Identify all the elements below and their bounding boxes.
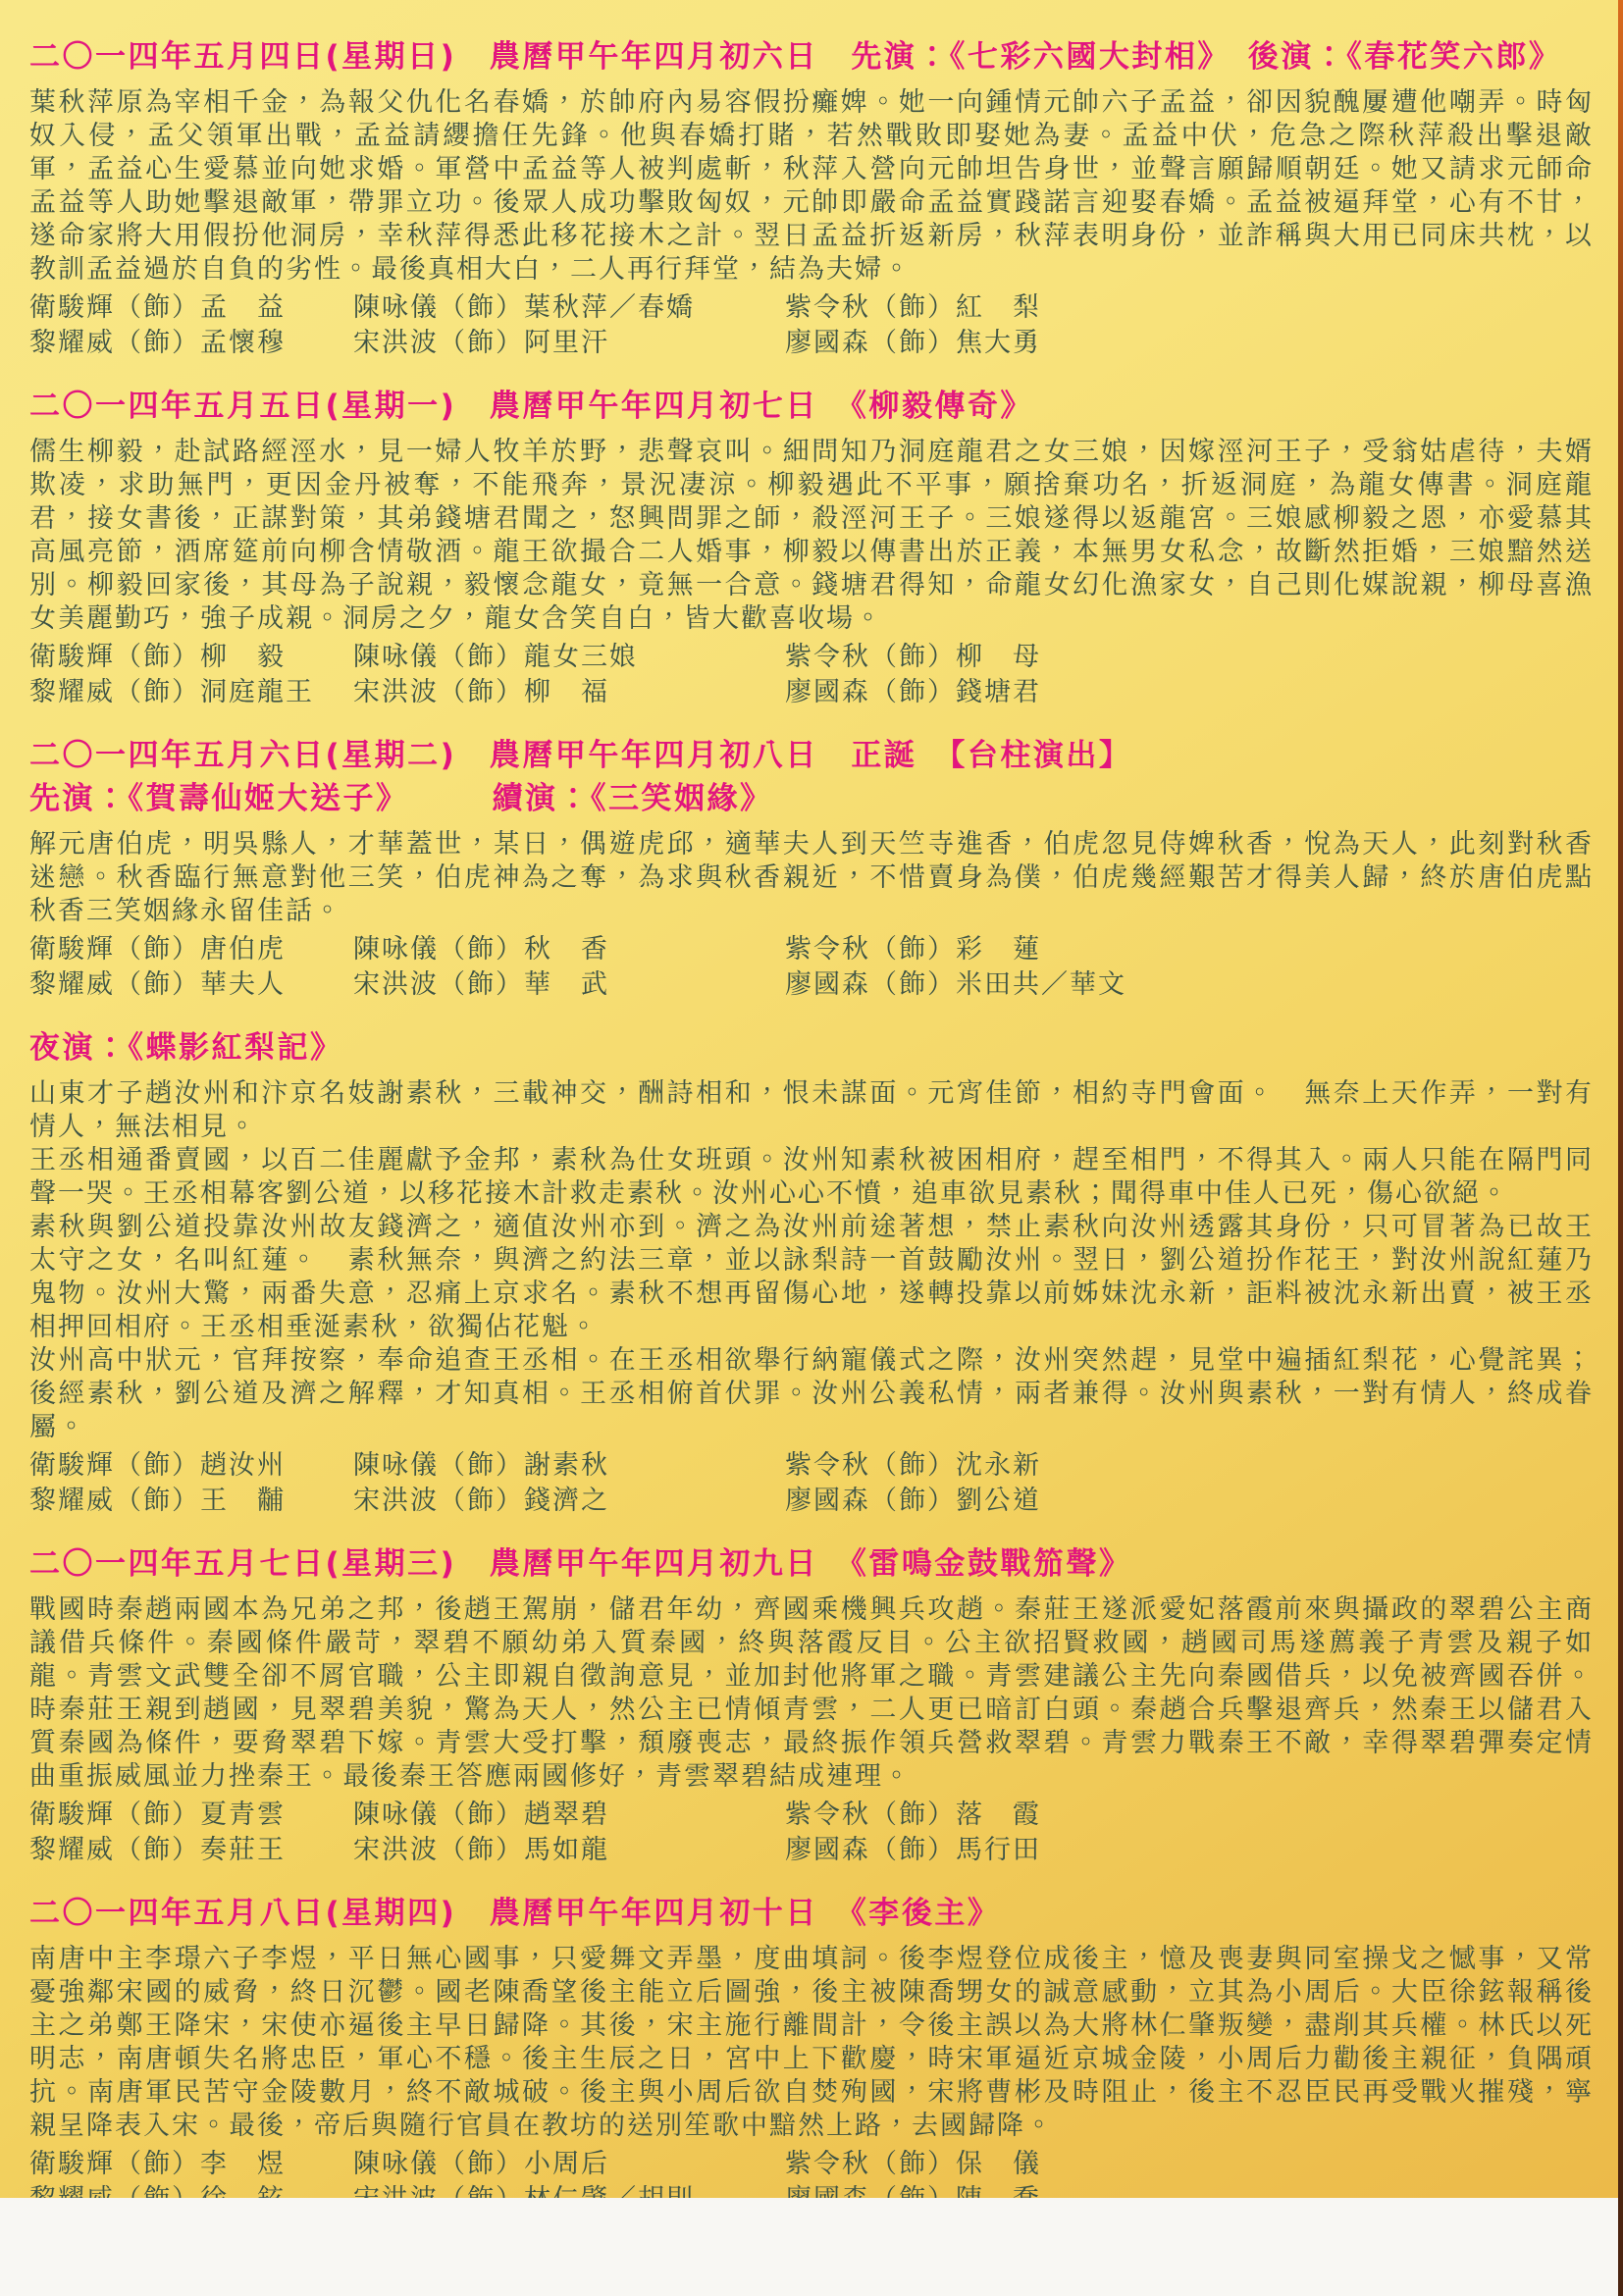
show-section-may5 [29, 389, 1594, 710]
synopsis [29, 828, 1594, 928]
synopsis [29, 1077, 1594, 1444]
cast-list [29, 1798, 1594, 1868]
cast-row [29, 675, 1594, 710]
cast-row [29, 1833, 1594, 1868]
cast-row [29, 1798, 1594, 1833]
cast-entry: 衛駿輝（飾）李 煜 [29, 2149, 286, 2179]
cast-entry: 宋洪波（飾）柳 福 [353, 677, 609, 707]
cast-entry: 陳咏儀（飾）秋 香 [353, 934, 609, 965]
programme-subtitle-header: 先演：《賀壽仙姬大送子》 續演：《三笑姻緣》 [29, 781, 773, 816]
cast-entry: 紫令秋（飾）紅 梨 [785, 292, 1041, 323]
date-header: 二〇一四年五月五日(星期一) 農曆甲午年四月初七日 《柳毅傳奇》 [29, 389, 1033, 424]
cast-entry: 黎耀威（飾）洞庭龍王 [29, 677, 314, 707]
cast-entry: 衛駿輝（飾）夏青雲 [29, 1800, 286, 1830]
cast-entry: 黎耀威（飾）奏莊王 [29, 1835, 286, 1865]
synopsis-paragraph: 南唐中主李璟六子李煜，平日無心國事，只愛舞文弄墨，度曲填詞。後李煜登位成後主，憶及喪妻與同室操戈之憾事，又常憂強鄰宋國的威脅，終日沉鬱。國老陳喬望後主能立后圖強，後主被陳喬甥女的誠意感動，立其為小周后。大臣徐鉉報稱後主之弟鄭王降宋，宋使亦逼後主早日歸降。其後，宋主施行離間計，令後主誤以為大將林仁肇叛變，盡削其兵權。林氏以死明志，南唐頓失名將忠臣，軍心不穩。後主生辰之日，宮中上下歡慶，時宋軍逼近京城金陵，小周后力勸後主親征，負隅頑抗。南唐軍民苦守金陵數月，終不敵城破。後主與小周后欲自焚殉國，宋將曹彬及時阻止，後主不忍臣民再受戰火摧殘，寧親呈降表入宋。最後，帝后與隨行官員在教坊的送別笙歌中黯然上路，去國歸降。 [29, 1944, 1594, 2141]
cast-entry: 廖國森（飾）米田共／華文 [785, 969, 1126, 1000]
cast-row [29, 290, 1594, 326]
cast-row [29, 2147, 1594, 2182]
cast-row [29, 1484, 1594, 1519]
cast-entry: 廖國森（飾）劉公道 [785, 1486, 1041, 1516]
cast-list [29, 1448, 1594, 1519]
cast-entry: 衛駿輝（飾）柳 毅 [29, 642, 286, 672]
cast-entry: 宋洪波（飾）阿里汗 [353, 328, 609, 358]
cast-row [29, 1448, 1594, 1484]
scan-white-margin [0, 2198, 1618, 2296]
cast-entry: 陳咏儀（飾）葉秋萍／春嬌 [353, 292, 695, 323]
synopsis [29, 1943, 1594, 2143]
cast-row [29, 967, 1594, 1003]
cast-entry: 宋洪波（飾）錢濟之 [353, 1486, 609, 1516]
cast-entry: 廖國森（飾）錢塘君 [785, 677, 1041, 707]
programme-content [29, 39, 1594, 2245]
cast-row [29, 640, 1594, 675]
synopsis-paragraph: 王丞相通番賣國，以百二佳麗獻予金邦，素秋為仕女班頭。汝州知素秋被困相府，趕至相門，不得其入。兩人只能在隔門同聲一哭。王丞相幕客劉公道，以移花接木計救走素秋。汝州心心不憤，追車欲見素秋；聞得車中佳人已死，傷心欲絕。 [29, 1145, 1594, 1209]
synopsis-paragraph: 戰國時秦趙兩國本為兄弟之邦，後趙王駕崩，儲君年幼，齊國乘機興兵攻趙。秦莊王遂派愛妃落霞前來與攝政的翠碧公主商議借兵條件。秦國條件嚴苛，翠碧不願幼弟入質秦國，終與落霞反目。公主欲招賢救國，趙國司馬遂薦義子青雲及親子如龍。青雲文武雙全卻不屑官職，公主即親自徵詢意見，並加封他將軍之職。青雲建議公主先向秦國借兵，以免被齊國吞併。時秦莊王親到趙國，見翠碧美貌，驚為天人，然公主已情傾青雲，二人更已暗訂白頭。秦趙合兵擊退齊兵，然秦王以儲君入質秦國為條件，要脅翠碧下嫁。青雲大受打擊，頹廢喪志，最終振作領兵營救翠碧。青雲力戰秦王不敵，幸得翠碧彈奏定情曲重振威風並力挫秦王。最後秦王答應兩國修好，青雲翠碧結成連理。 [29, 1594, 1594, 1792]
date-header: 二〇一四年五月六日(星期二) 農曆甲午年四月初八日 正誕 【台柱演出】 [29, 738, 1132, 773]
synopsis-paragraph: 山東才子趙汝州和汴京名妓謝素秋，三載神交，酬詩相和，恨未謀面。元宵佳節，相約寺門會面。 無奈上天作弄，一對有情人，無法相見。 [29, 1078, 1594, 1142]
synopsis-paragraph: 儒生柳毅，赴試路經涇水，見一婦人牧羊於野，悲聲哀叫。細問知乃洞庭龍君之女三娘，因嫁涇河王子，受翁姑虐待，夫婿欺凌，求助無門，更因金丹被奪，不能飛奔，景況凄涼。柳毅遇此不平事，願捨棄功名，折返洞庭，為龍女傳書。洞庭龍君，接女書後，正謀對策，其弟錢塘君聞之，怒興問罪之師，殺涇河王子。三娘遂得以返龍宮。三娘感柳毅之恩，亦愛慕其高風亮節，酒席筵前向柳含情敬酒。龍王欲撮合二人婚事，柳毅以傳書出於正義，本無男女私念，故斷然拒婚，三娘黯然送別。柳毅回家後，其母為子說親，毅懷念龍女，竟無一合意。錢塘君得知，命龍女幻化漁家女，自己則化媒說親，柳母喜漁女美麗勤巧，強子成親。洞房之夕，龍女含笑自白，皆大歡喜收場。 [29, 437, 1594, 634]
cast-entry: 宋洪波（飾）馬如龍 [353, 1835, 609, 1865]
cast-entry: 紫令秋（飾）保 儀 [785, 2149, 1041, 2179]
synopsis [29, 86, 1594, 287]
cast-row [29, 326, 1594, 361]
show-section-may6 [29, 738, 1594, 1003]
show-section-may8 [29, 1896, 1594, 2218]
cast-entry: 廖國森（飾）馬行田 [785, 1835, 1041, 1865]
evening-show-header: 夜演：《蝶影紅梨記》 [29, 1030, 343, 1066]
synopsis-paragraph: 汝州高中狀元，官拜按察，奉命追查王丞相。在王丞相欲舉行納寵儀式之際，汝州突然趕，見堂中遍插紅梨花，心覺詫異；後經素秋，劉公道及濟之解釋，才知真相。王丞相俯首伏罪。汝州公義私情，兩者兼得。汝州與素秋，一對有情人，終成眷屬。 [29, 1345, 1594, 1442]
synopsis-paragraph: 解元唐伯虎，明吳縣人，才華蓋世，某日，偶遊虎邱，適華夫人到天竺寺進香，伯虎忽見侍婢秋香，悅為天人，此刻對秋香迷戀。秋香臨行無意對他三笑，伯虎神為之奪，為求與秋香親近，不惜賣身為僕，伯虎幾經艱苦才得美人歸，終於唐伯虎點秋香三笑姻緣永留佳話。 [29, 829, 1594, 926]
show-section-evening-may6 [29, 1030, 1594, 1519]
cast-entry: 紫令秋（飾）沈永新 [785, 1450, 1041, 1481]
cast-entry: 黎耀威（飾）孟懷穆 [29, 328, 286, 358]
cast-entry: 陳咏儀（飾）龍女三娘 [353, 642, 638, 672]
date-header: 二〇一四年五月四日(星期日) 農曆甲午年四月初六日 先演：《七彩六國大封相》 後演：《春花笑六郎》 [29, 39, 1562, 75]
date-header: 二〇一四年五月八日(星期四) 農曆甲午年四月初十日 《李後主》 [29, 1896, 1001, 1931]
synopsis [29, 436, 1594, 636]
cast-entry: 黎耀威（飾）華夫人 [29, 969, 286, 1000]
cast-row [29, 932, 1594, 967]
cast-entry: 黎耀威（飾）王 黼 [29, 1486, 286, 1516]
show-section-may7 [29, 1546, 1594, 1868]
date-header: 二〇一四年五月七日(星期三) 農曆甲午年四月初九日 《雷鳴金鼓戰笳聲》 [29, 1546, 1132, 1582]
cast-entry: 紫令秋（飾）柳 母 [785, 642, 1041, 672]
cast-entry: 宋洪波（飾）華 武 [353, 969, 609, 1000]
cast-entry: 衛駿輝（飾）趙汝州 [29, 1450, 286, 1481]
scan-edge-line [1618, 0, 1623, 2296]
cast-entry: 衛駿輝（飾）唐伯虎 [29, 934, 286, 965]
cast-list [29, 932, 1594, 1003]
cast-list [29, 290, 1594, 361]
cast-entry: 陳咏儀（飾）小周后 [353, 2149, 609, 2179]
cast-entry: 陳咏儀（飾）趙翠碧 [353, 1800, 609, 1830]
cast-list [29, 640, 1594, 710]
synopsis [29, 1593, 1594, 1794]
cast-entry: 紫令秋（飾）彩 蓮 [785, 934, 1041, 965]
cast-entry: 紫令秋（飾）落 霞 [785, 1800, 1041, 1830]
synopsis-paragraph: 素秋與劉公道投靠汝州故友錢濟之，適值汝州亦到。濟之為汝州前途著想，禁止素秋向汝州透露其身份，只可冒著為已故王太守之女，名叫紅蓮。 素秋無奈，與濟之約法三章，並以詠梨詩一首鼓勵汝州。翌日，劉公道扮作花王，對汝州說紅蓮乃鬼物。汝州大驚，兩番失意，忍痛上京求名。素秋不想再留傷心地，遂轉投靠以前姊妹沈永新，詎料被沈永新出賣，被王丞相押回相府。王丞相垂涎素秋，欲獨佔花魁。 [29, 1212, 1594, 1342]
show-section-may4 [29, 39, 1594, 361]
synopsis-paragraph: 葉秋萍原為宰相千金，為報父仇化名春嬌，於帥府內易容假扮癱婢。她一向鍾情元帥六子孟益，卻因貌醜屢遭他嘲弄。時匈奴入侵，孟父領軍出戰，孟益請纓擔任先鋒。他與春嬌打賭，若然戰敗即娶她為妻。孟益中伏，危急之際秋萍殺出擊退敵軍，孟益心生愛慕並向她求婚。軍營中孟益等人被判處斬，秋萍入營向元帥坦告身世，並聲言願歸順朝廷。她又請求元師命孟益等人助她擊退敵軍，帶罪立功。後眾人成功擊敗匈奴，元帥即嚴命孟益實踐諾言迎娶春嬌。孟益被逼拜堂，心有不甘，遂命家將大用假扮他洞房，幸秋萍得悉此移花接木之計。翌日孟益折返新房，秋萍表明身份，並詐稱與大用已同床共枕，以教訓孟益過於自負的劣性。最後真相大白，二人再行拜堂，結為夫婦。 [29, 87, 1594, 285]
cast-entry: 廖國森（飾）焦大勇 [785, 328, 1041, 358]
cast-entry: 衛駿輝（飾）孟 益 [29, 292, 286, 323]
cast-entry: 陳咏儀（飾）謝素秋 [353, 1450, 609, 1481]
